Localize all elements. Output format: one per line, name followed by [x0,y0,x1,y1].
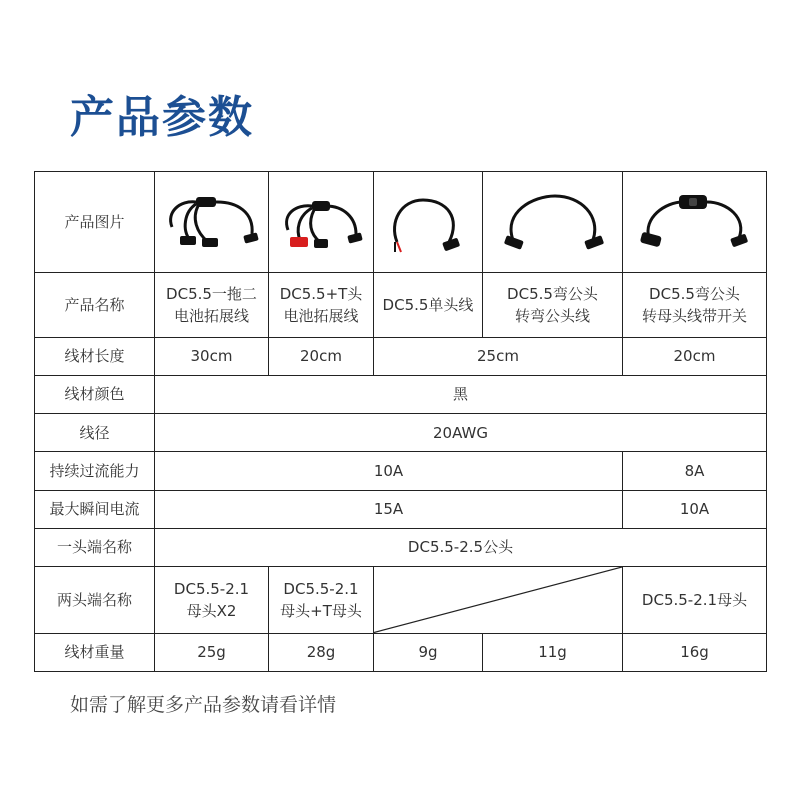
weight-value: 28g [269,633,374,671]
row-label: 线材重量 [35,633,155,671]
row-label: 持续过流能力 [35,452,155,490]
product-name-3: DC5.5单头线 [382,296,474,315]
row-product-images [35,172,767,273]
weight-value: 9g [374,633,483,671]
row-label: 两头端名称 [35,567,155,634]
product-name-cell [269,272,374,338]
page-title: 产品参数 [70,92,254,143]
row-label: 产品图片 [35,172,155,273]
product-params-table [34,171,767,672]
y-splitter-cable-icon [155,172,269,273]
diagonal-line [374,567,622,633]
continuous-value: 10A [155,452,623,490]
continuous-value: 8A [623,452,767,490]
row-peak-current [35,490,767,528]
product-name-1: DC5.5一拖二 电池拓展线 [166,285,257,326]
row-label: 线径 [35,413,155,451]
end2-value-2: DC5.5-2.1 母头+T母头 [280,579,362,620]
row-cable-color [35,375,767,413]
row-label: 一头端名称 [35,528,155,566]
length-value: 20cm [623,338,767,375]
t-splitter-cable-icon [269,172,374,273]
length-value: 30cm [155,338,269,375]
weight-value: 16g [623,633,767,671]
product-name-cell [374,272,483,338]
end1-value: DC5.5-2.5公头 [155,528,767,566]
peak-value: 15A [155,490,623,528]
product-name-cell [155,272,269,338]
weight-value: 25g [155,633,269,671]
footer-note: 如需了解更多产品参数请看详情 [70,694,337,716]
weight-value: 11g [483,633,623,671]
row-label: 最大瞬间电流 [35,490,155,528]
not-applicable-cell [374,567,623,634]
peak-value: 10A [623,490,767,528]
end2-value: DC5.5-2.1母头 [623,567,767,634]
color-value: 黑 [155,375,767,413]
row-continuous-current [35,452,767,490]
gauge-value: 20AWG [155,413,767,451]
row-end2-name [35,567,767,634]
row-end1-name [35,528,767,566]
product-name-cell [623,272,767,338]
row-cable-weight [35,633,767,671]
elbow-to-elbow-cable-icon [483,172,623,273]
row-label: 线材长度 [35,338,155,375]
row-product-name [35,272,767,338]
product-name-2: DC5.5+T头 电池拓展线 [279,285,363,326]
length-value: 25cm [374,338,623,375]
length-value: 20cm [269,338,374,375]
single-head-cable-icon [374,172,483,273]
row-wire-gauge [35,413,767,451]
end2-value [269,567,374,634]
product-name-4: DC5.5弯公头 转弯公头线 [507,285,598,326]
row-cable-length [35,338,767,375]
end2-value-1: DC5.5-2.1 母头X2 [173,579,250,620]
product-name-cell [483,272,623,338]
product-name-5: DC5.5弯公头 转母头线带开关 [641,285,747,326]
switch-extension-cable-icon [623,172,767,273]
row-label: 产品名称 [35,272,155,338]
end2-value [155,567,269,634]
row-label: 线材颜色 [35,375,155,413]
